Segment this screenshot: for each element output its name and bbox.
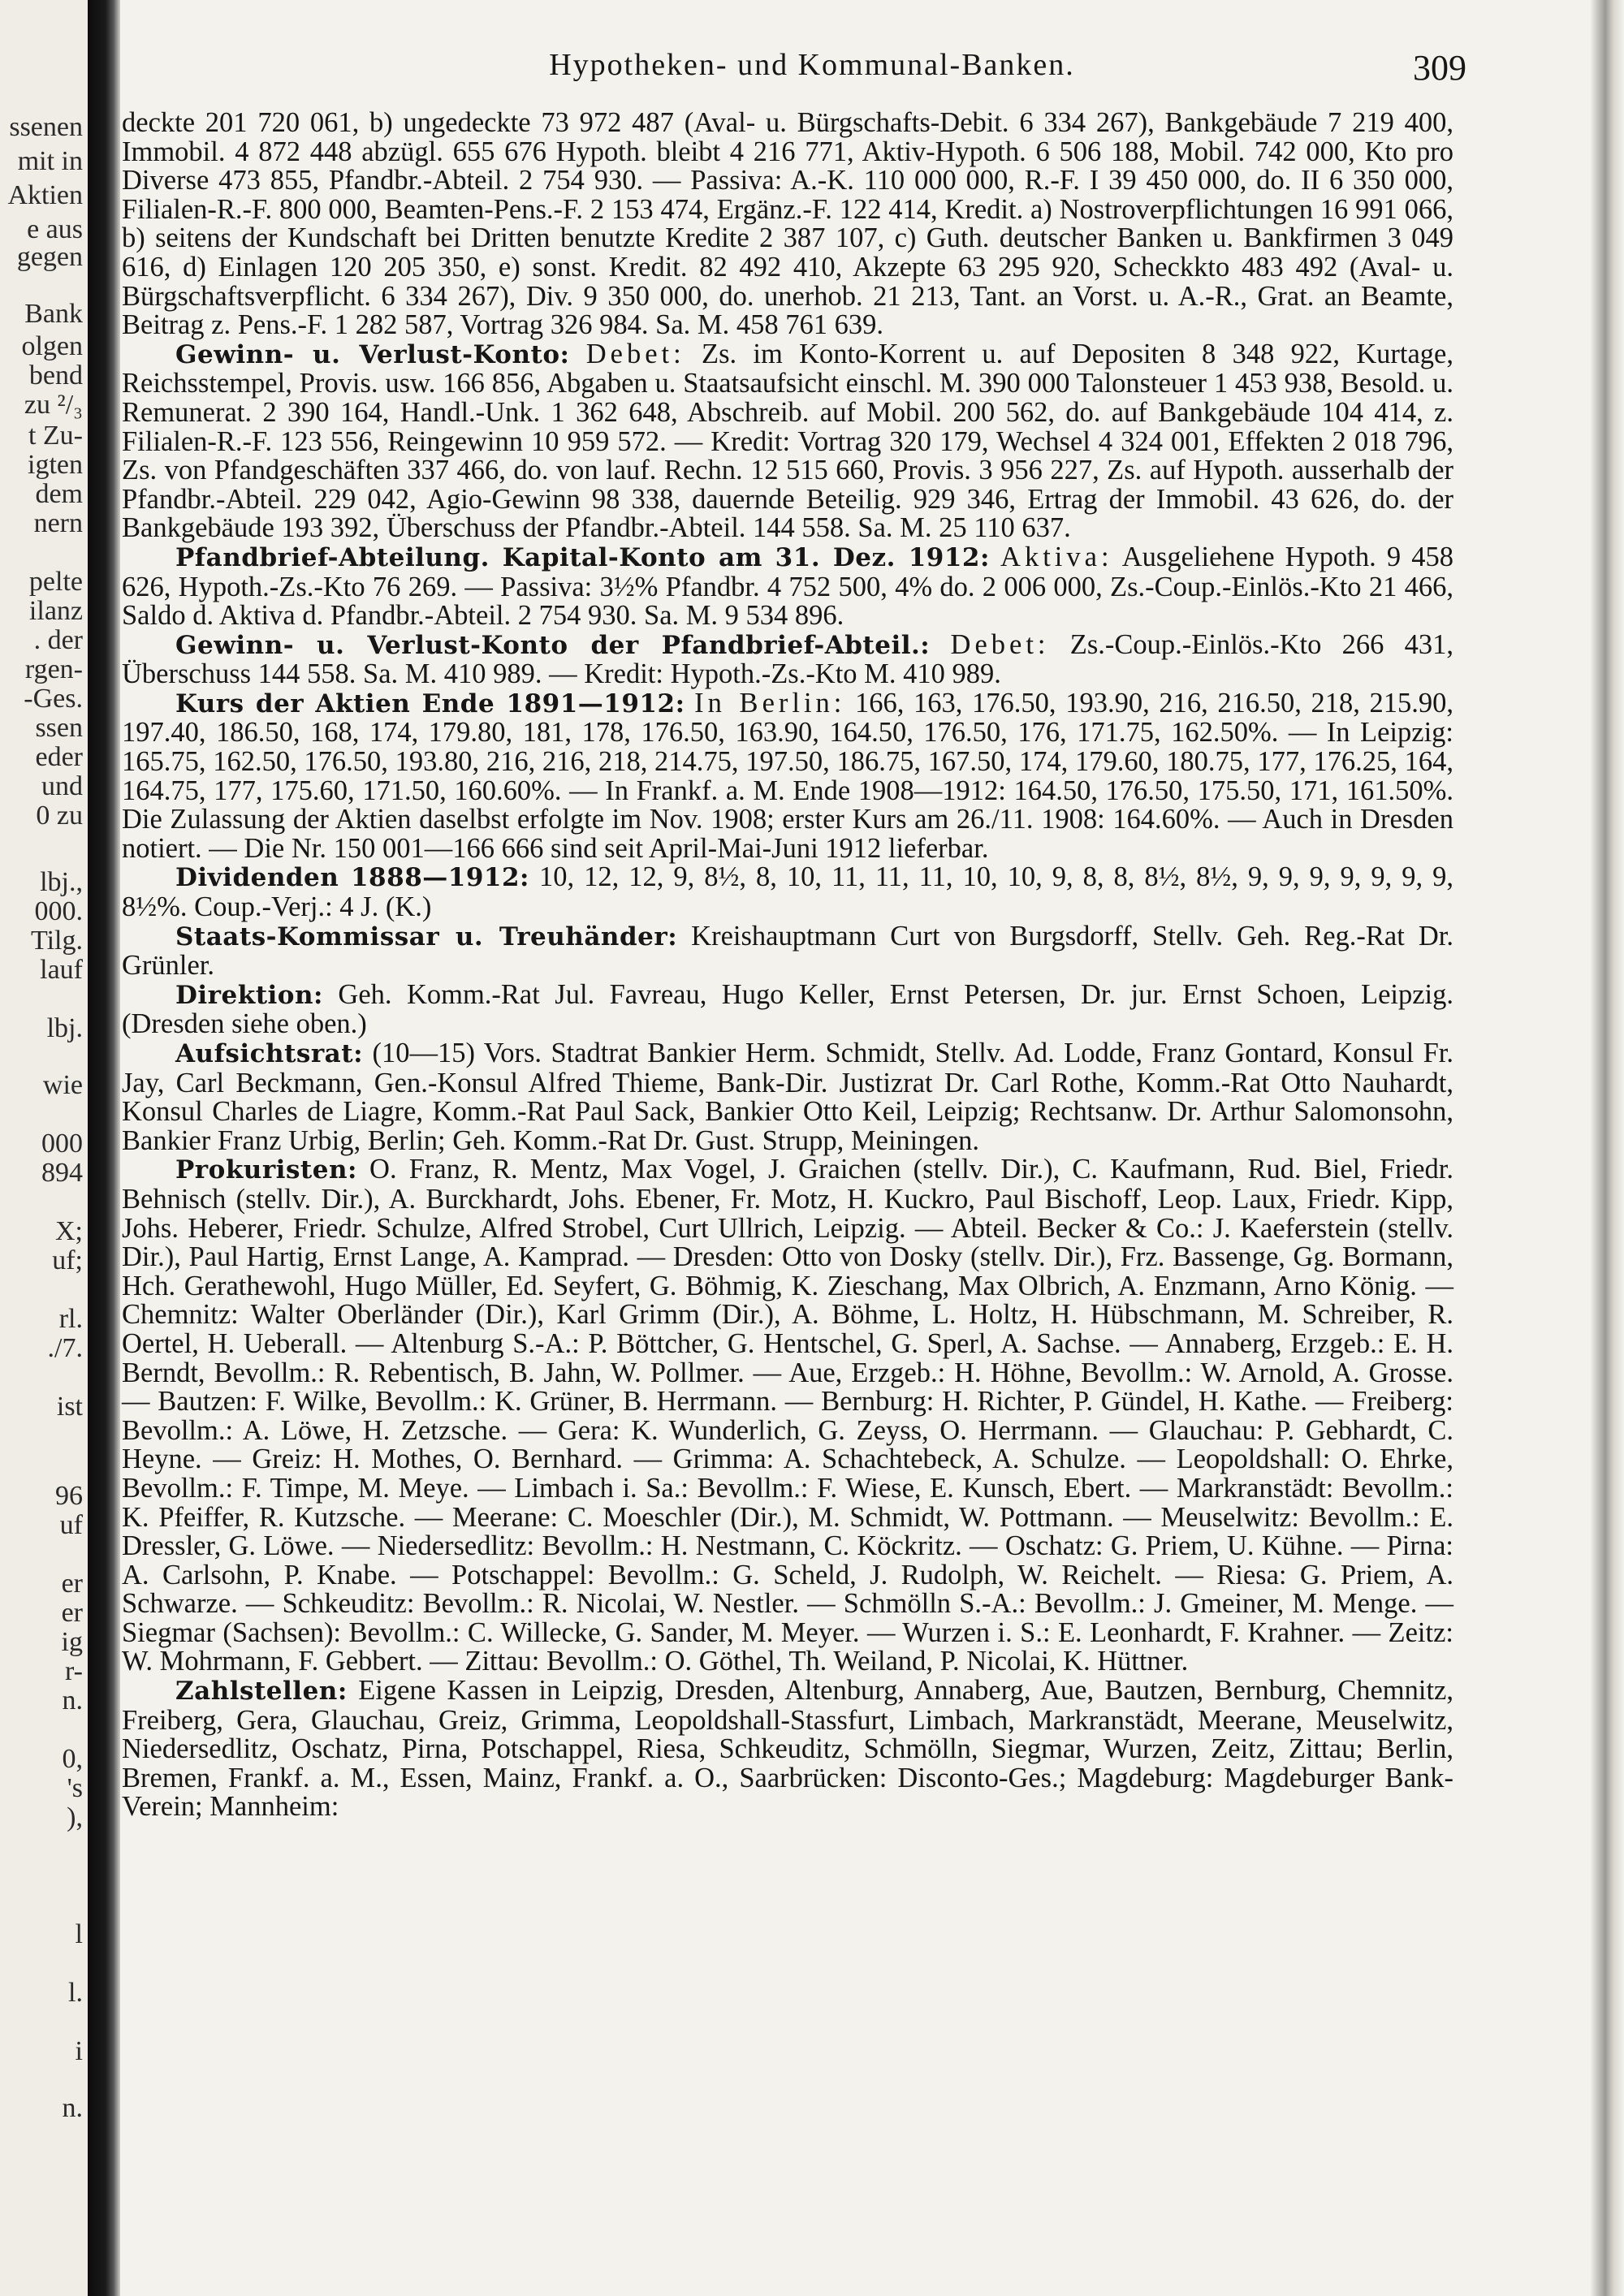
facing-text: l (75, 1919, 83, 1949)
facing-text: l. (68, 1978, 83, 2008)
paragraph-text: Kreishauptmann Curt von Burgsdorff, Stellv. Geh. Reg.-Rat Dr. Grünler. (122, 920, 1453, 982)
facing-text: 0, (62, 1744, 83, 1774)
paragraph-state-commissioner (122, 922, 1453, 981)
spaced-lead: Debet: (585, 338, 685, 369)
facing-text: dem (35, 479, 83, 509)
facing-text: ig (61, 1627, 83, 1657)
facing-text: ssen (35, 713, 83, 743)
paragraph-text: (10—15) Vors. Stadtrat Bankier Herm. Schmidt, Stellv. Ad. Lodde, Franz Gontard, Konsul Fr. Jay, Carl Beckmann, Gen.-Konsul Alfred Thieme, Bank-Dir. Justizrat Dr. Carl Rothe, Komm.-Rat Otto Nauhardt, Konsul Charles de Liagre, Komm.-Rat Paul Sack, Bankier Otto Keil, Leipzig; Rechtsanw. Dr. Arthur Salomonsohn, Bankier Franz Urbig, Berlin; Geh. Komm.-Rat Dr. Gust. Strupp, Meiningen. (122, 1038, 1453, 1156)
paragraph-text: O. Franz, R. Mentz, Max Vogel, J. Graichen (stellv. Dir.), C. Kaufmann, Rud. Biel, Friedr. Behnisch (stellv. Dir.), A. Burckhardt, Johs. Ebener, Fr. Motz, H. Kuckro, Paul Bischoff, Leop. Laux, Friedr. Kipp, Johs. Heberer, Friedr. Schulze, Alfred Strobel, Curt Ullrich, Leipzig. — Abteil. Becker & Co.: J. Kaeferstein (stellv. Dir.), Paul Hartig, Ernst Lange, A. Kamprad. — Dresden: Otto von Dosky (stellv. Dir.), Frz. Bassenge, Gg. Bormann, Hch. Gerathewohl, Hugo Müller, Ed. Seyfert, G. Böhmig, K. Zieschang, Max Olbrich, A. Enzmann, Arno König. — Chemnitz: Walter Oberländer (Dir.), Karl Grimm (Dir.), A. Böhme, L. Holtz, H. Hübschmann, M. Schreiber, R. Oertel, H. Ueberall. — Altenburg S.-A.: P. Böttcher, G. Hentschel, G. Sperl, A. Sachse. — Annaberg, Erzgeb.: E. H. Berndt, Bevollm.: R. Rebentisch, B. Jahn, W. Pollmer. — Aue, Erzgeb.: H. Höhne, Bevollm.: W. Arnold, A. Grosse. — Bautzen: F. Wilke, Bevollm.: K. Grüner, B. Herrmann. — Bernburg: H. Richter, P. Gündel, H. Kathe. — Freiberg: Bevollm.: A. Löwe, H. Zetzsche. — Gera: K. Wunderlich, G. Zeyss, O. Herrmann. — Glauchau: P. Gebhardt, C. Heyne. — Greiz: H. Mothes, O. Bernhard. — Grimma: A. Schachtebeck, A. Schulze. — Leopoldshall: O. Ehrke, Bevollm.: F. Timpe, M. Meye. — Limbach i. Sa.: Bevollm.: F. Wiese, E. Kunsch, Ebert. — Markranstädt: Bevollm.: K. Pfeiffer, R. Kutzsche. — Meerane: C. Moeschler (Dir.), M. Schmidt, W. Pottmann. — Meuselwitz: Bevollm.: E. Dressler, G. Löwe. — Niedersedlitz: Bevollm.: H. Nestmann, C. Köckritz. — Oschatz: G. Priem, U. Kühne. — Pirna: A. Carlsohn, P. Knabe. — Potschappel: Bevollm.: G. Scheld, J. Rudolph, W. Reichelt. — Riesa: G. Priem, A. Schwarze. — Schkeuditz: Bevollm.: R. Nicolai, W. Nestler. — Schmölln S.-A.: Bevollm.: J. Gmeiner, M. Menge. — Siegmar (Sachsen): Bevollm.: C. Willecke, G. Sander, M. Meyer. — Wurzen i. S.: E. Leonhardt, F. Krahner. — Zeitz: W. Mohrmann, F. Gebbert. — Zittau: Bevollm.: O. Göthel, Th. Weiland, P. Nicolai, K. Hüttner. (122, 1154, 1453, 1677)
facing-page-fragment (0, 0, 88, 2296)
facing-text: uf; (52, 1245, 83, 1275)
paragraph-pfandbrief-profit (122, 628, 1454, 690)
facing-text: -Ges. (24, 684, 83, 714)
facing-text: 000. (34, 896, 83, 926)
facing-text: igten (28, 450, 83, 480)
page-body (122, 109, 1453, 1822)
facing-text: bend (28, 360, 83, 391)
paragraph-supervisory-board (122, 1039, 1453, 1155)
facing-text: zu ²/₃ (24, 390, 83, 420)
facing-text: ist (56, 1392, 83, 1422)
facing-text: ssenen (9, 112, 83, 142)
facing-text: rl. (58, 1304, 83, 1334)
facing-text: i (75, 2036, 83, 2066)
facing-text: ), (67, 1802, 83, 1832)
facing-text: olgen (21, 331, 83, 361)
facing-text: nern (33, 508, 83, 538)
facing-text: wie (42, 1070, 83, 1100)
paragraph-text: Geh. Komm.-Rat Jul. Favreau, Hugo Keller, Ernst Petersen, Dr. jur. Ernst Schoen, Leipzig. (Dresden siehe oben.) (122, 978, 1453, 1040)
section-heading: Gewinn- u. Verlust-Konto der Pfandbrief-Abteil.: (175, 630, 931, 660)
paragraph-profit-loss (122, 340, 1453, 543)
section-heading: Staats-Kommissar u. Treuhänder: (175, 921, 678, 952)
paragraph-paying-agents (122, 1677, 1453, 1822)
paragraph-text: Ausgeliehene Hypoth. 9 458 626, Hypoth.-Zs.-Kto 76 269. — Passiva: 3½% Pfandbr. 4 752 500, 4% do. 2 006 000, Zs.-Coup.-Einlös.-Kto 21 466, Saldo d. Aktiva d. Pfandbr.-Abteil. 2 754 930. Sa. M. 9 534 896. (122, 541, 1454, 632)
facing-text: e aus (27, 214, 83, 244)
spaced-lead: In Berlin: (694, 687, 846, 719)
facing-text: n. (62, 1685, 83, 1716)
facing-text: 894 (41, 1158, 83, 1188)
facing-text: uf (59, 1510, 83, 1540)
section-heading: Pfandbrief-Abteilung. Kapital-Konto am 31. Dez. 1912: (175, 542, 990, 572)
facing-text: n. (62, 2093, 83, 2123)
facing-text: gegen (16, 242, 83, 272)
paragraph-dividends (122, 863, 1453, 921)
paragraph-text: Eigene Kassen in Leipzig, Dresden, Altenburg, Annaberg, Aue, Bautzen, Bernburg, Chemnitz, Freiberg, Gera, Glauchau, Greiz, Grimma, Leopoldshall-Stassfurt, Limbach, Markranstädt, Meerane, Meuselwitz, Niedersedlitz, Oschatz, Pirna, Potschappel, Riesa, Schkeuditz, Schmölln, Siegmar, Wurzen, Zeitz, Zittau; Berlin, Bremen, Frankf. a. M., Essen, Mainz, Frankf. a. O., Saarbrücken: Disconto-Ges.; Magdeburg: Magdeburger Bank-Verein; Mannheim: (122, 1675, 1453, 1823)
facing-text: r- (65, 1656, 83, 1686)
paragraph-directors (122, 978, 1453, 1040)
facing-text: mit in (17, 146, 83, 176)
facing-text: . der (33, 625, 83, 655)
facing-text: t Zu- (28, 421, 83, 451)
spaced-lead: Debet: (950, 628, 1050, 660)
section-heading: Direktion: (175, 980, 323, 1010)
facing-text: ./7. (47, 1333, 83, 1363)
section-heading: Kurs der Aktien Ende 1891—1912: (175, 688, 685, 719)
paragraph-text: Zs. im Konto-Korrent u. auf Depositen 8 348 922, Kurtage, Reichsstempel, Provis. usw. 166 856, Abgaben u. Staatsaufsicht einschl. M. 390 000 Talonsteuer 1 453 938, Besold. u. Remunerat. 2 390 164, Handl.-Unk. 1 362 648, Abschreib. auf Mobil. 200 562, do. auf Bankgebäude 104 414, z. Filialen-R.-F. 123 556, Reingewinn 10 959 572. — Kredit: Vortrag 320 179, Wechsel 4 324 001, Effekten 2 018 796, Zs. von Pfandgeschäften 337 466, do. von lauf. Rechn. 12 515 660, Provis. 3 956 227, Zs. auf Hypoth. ausserhalb der Pfandbr.-Abteil. 229 042, Agio-Gewinn 98 338, dauernde Beteilig. 929 346, Ertrag der Immobil. 43 626, do. der Bankgebäude 193 392, Überschuss der Pfandbr.-Abteil. 144 558. Sa. M. 25 110 637. (122, 338, 1453, 544)
spaced-lead: Aktiva: (1000, 541, 1113, 572)
facing-text: pelte (28, 567, 83, 597)
facing-text: Bank (24, 299, 83, 329)
paragraph-text: 10, 12, 12, 9, 8½, 8, 10, 11, 11, 11, 10, 10, 9, 8, 8, 8½, 8½, 9, 9, 9, 9, 9, 9, 9, 8½%. Coup.-Verj.: 4 J. (K.) (122, 861, 1453, 923)
facing-text: rgen- (24, 654, 83, 684)
paragraph-pfandbrief-capital (122, 543, 1453, 631)
facing-text: und (41, 771, 83, 801)
facing-text: er (61, 1598, 83, 1628)
page-edge-shadow (1590, 0, 1624, 2296)
section-heading: Gewinn- u. Verlust-Konto: (175, 339, 570, 369)
facing-text: lauf (40, 955, 83, 985)
running-header: Hypotheken- und Kommunal-Banken. (549, 48, 1075, 82)
paragraph-share-prices (122, 689, 1453, 864)
paragraph-balance-continued (122, 109, 1453, 340)
facing-text: eder (35, 742, 83, 772)
section-heading: Aufsichtsrat: (175, 1039, 364, 1068)
facing-text: lbj. (46, 1013, 83, 1043)
page-number: 309 (1413, 48, 1466, 88)
facing-text: 0 zu (36, 801, 83, 831)
facing-text: lbj., (40, 867, 83, 897)
section-heading: Zahlstellen: (175, 1677, 348, 1707)
facing-text: ilanz (28, 596, 83, 626)
paragraph-text: Zs.-Coup.-Einlös.-Kto 266 431, Überschuss 144 558. Sa. M. 410 989. — Kredit: Hypoth.-Zs.-Kto M. 410 989. (122, 628, 1454, 690)
book-gutter-shadow (88, 0, 120, 2296)
paragraph-text: 166, 163, 176.50, 193.90, 216, 216.50, 218, 215.90, 197.40, 186.50, 168, 174, 179.80, 181, 178, 176.50, 163.90, 164.50, 176.50, 176, 171.75, 162.50%. — In Leipzig: 165.75, 162.50, 176.50, 193.80, 216, 216, 218, 214.75, 197.50, 186.75, 167.50, 174, 179.60, 180.75, 177, 176.25, 164, 164.75, 177, 175.60, 171.50, 160.60%. — In Frankf. a. M. Ende 1908—1912: 164.50, 176.50, 175.50, 171, 161.50%. Die Zulassung der Aktien daselbst erfolgte im Nov. 1908; erster Kurs am 26./11. 1908: 164.60%. — Auch in Dresden notiert. — Die Nr. 150 001—166 666 sind seit April-Mai-Juni 1912 lieferbar. (122, 687, 1454, 864)
facing-text: 96 (55, 1481, 83, 1511)
section-heading: Dividenden 1888—1912: (175, 863, 529, 893)
paragraph-authorized-signatories (122, 1155, 1453, 1677)
facing-text: Tilg. (31, 926, 83, 956)
facing-text: Aktien (7, 180, 83, 210)
facing-text: 's (67, 1773, 83, 1803)
paragraph-text: deckte 201 720 061, b) ungedeckte 73 972 487 (Aval- u. Bürgschafts-Debit. 6 334 267), Bankgebäude 7 219 400, Immobil. 4 872 448 abzügl. 655 676 Hypoth. bleibt 4 216 771, Aktiv-Hypoth. 6 506 188, Mobil. 742 000, Kto pro Diverse 473 855, Pfandbr.-Abteil. 2 754 930. — Passiva: A.-K. 110 000 000, R.-F. I 39 450 000, do. II 6 350 000, Filialen-R.-F. 800 000, Beamten-Pens.-F. 2 153 474, Ergänz.-F. 122 414, Kredit. a) Nostroverpflichtungen 16 991 066, b) seitens der Kundschaft bei Dritten benutzte Kredite 2 387 107, c) Guth. deutscher Banken u. Bankfirmen 3 049 616, d) Einlagen 120 205 350, e) sonst. Kredit. 82 492 410, Akzepte 63 295 920, Scheckkto 483 492 (Aval- u. Bürgschaftsverpflicht. 6 334 267), Div. 9 350 000, do. unerhob. 21 213, Tant. an Vorst. u. A.-R., Grat. an Beamte, Beitrag z. Pens.-F. 1 282 587, Vortrag 326 984. Sa. M. 458 761 639. (122, 107, 1453, 341)
facing-text: X; (55, 1216, 83, 1246)
facing-text: er (61, 1569, 83, 1599)
section-heading: Prokuristen: (175, 1155, 357, 1185)
facing-text: 000 (41, 1129, 83, 1159)
